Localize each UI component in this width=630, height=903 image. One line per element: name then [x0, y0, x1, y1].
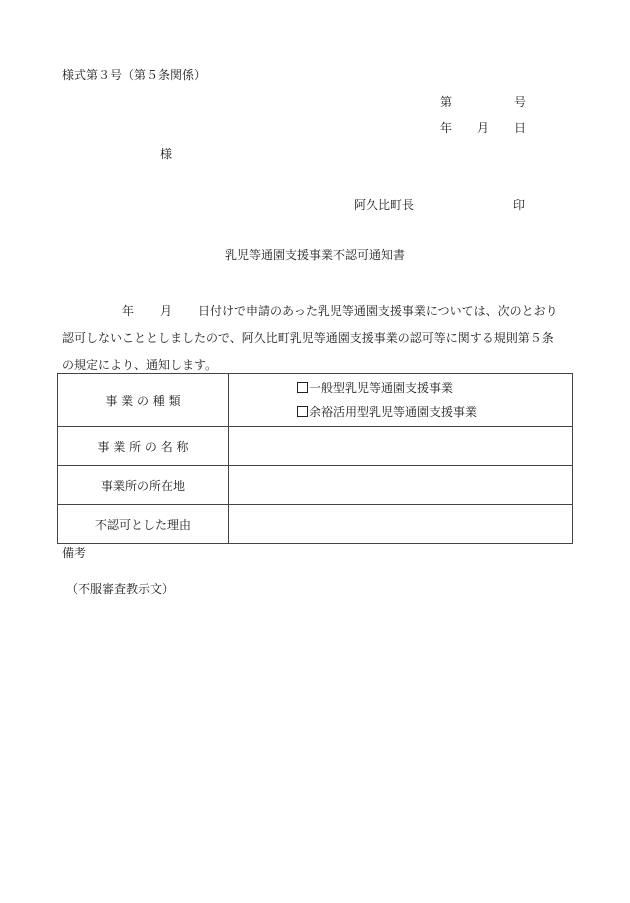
body-line-2: 認可しないこととしましたので、阿久比町乳児等通園支援事業の認可等に関する規則第５条: [62, 331, 554, 345]
form-id: 様式第３号（第５条関係）: [62, 68, 207, 82]
option-surplus-type[interactable]: [297, 400, 572, 424]
body-month: 月: [160, 304, 173, 318]
business-type-label: 事 業 の 種 類: [58, 374, 229, 427]
number-suffix: 号: [514, 95, 527, 109]
body-line-1-rest: 日付けで申請のあった乳児等通園支援事業については、次のとおり: [198, 304, 558, 318]
table-row: [58, 505, 573, 544]
body-line-3: の規定により、通知します。: [62, 358, 218, 372]
office-name-label: 事 業 所 の 名 称: [58, 427, 229, 466]
checkbox-icon[interactable]: [297, 406, 308, 417]
remarks-label: 備考: [62, 546, 87, 560]
date-year: 年: [440, 121, 453, 135]
rejection-reason-label: 不認可とした理由: [58, 505, 229, 544]
issuer-name: 阿久比町長: [354, 198, 415, 212]
appeal-note: （不服審査教示文）: [66, 582, 175, 596]
option-surplus-label: 余裕活用型乳児等通園支援事業: [309, 405, 478, 419]
body-line-1: [62, 298, 582, 325]
seal-mark: 印: [513, 198, 526, 212]
office-address-label: 事業所の所在地: [58, 466, 229, 505]
table-row: [58, 466, 573, 505]
checkbox-icon[interactable]: [297, 382, 308, 393]
date-day: 日: [514, 121, 527, 135]
body-text: [62, 298, 582, 379]
body-year: 年: [122, 304, 135, 318]
option-general-type[interactable]: [297, 376, 572, 400]
number-prefix: 第: [440, 95, 453, 109]
addressee-suffix: 様: [160, 147, 173, 161]
document-title: 乳児等通園支援事業不認可通知書: [224, 248, 405, 262]
office-name-value[interactable]: [229, 427, 573, 466]
office-address-value[interactable]: [229, 466, 573, 505]
table-row: [58, 427, 573, 466]
option-general-label: 一般型乳児等通園支援事業: [309, 381, 454, 395]
business-type-options: [229, 374, 573, 427]
rejection-reason-value[interactable]: [229, 505, 573, 544]
business-info-table: [57, 373, 573, 544]
date-month: 月: [477, 121, 490, 135]
table-row: [58, 374, 573, 427]
